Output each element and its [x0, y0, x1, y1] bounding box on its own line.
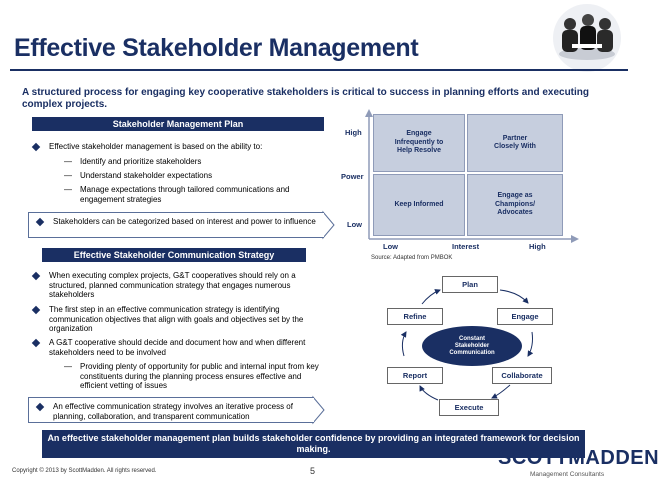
quadrant-top-left: Engage Infrequently to Help Resolve [373, 114, 465, 172]
page-number: 5 [310, 466, 316, 476]
business-people-logo [542, 2, 632, 74]
callout-arrow-icon [313, 397, 325, 423]
dash-marker: — [64, 171, 72, 180]
diamond-bullet-icon [32, 339, 40, 347]
list-item: — Understand stakeholder expectations [56, 171, 326, 181]
x-high-label: High [529, 242, 546, 251]
intro-text: A structured process for engaging key cooperative stakeholders is critical to success in planning efforts and executing complex projects. [22, 87, 590, 110]
list-item: — Identify and prioritize stakeholders [56, 157, 326, 167]
cycle-step-collaborate: Collaborate [492, 367, 552, 384]
y-high-label: High [345, 128, 362, 137]
diamond-bullet-icon [36, 403, 44, 411]
quadrant-bottom-left: Keep Informed [373, 174, 465, 236]
x-axis-label: Interest [452, 242, 480, 251]
quadrant-bottom-right: Engage as Champions/ Advocates [467, 174, 563, 236]
copyright-text: Copyright © 2013 by ScottMadden. All rights reserved. [12, 468, 157, 474]
y-axis-label: Power [341, 172, 364, 181]
cycle-step-refine: Refine [387, 308, 443, 325]
conclusion-banner: An effective stakeholder management plan builds stakeholder confidence by providing an integrated framework for decision making. [42, 430, 585, 458]
brand-name: SCOTTMADDEN [498, 447, 659, 469]
dash-marker: — [64, 185, 72, 194]
power-interest-grid [339, 109, 579, 274]
diamond-bullet-icon [32, 306, 40, 314]
plan-section-header: Stakeholder Management Plan [32, 117, 324, 131]
list-item: Effective stakeholder management is based on the ability to: [30, 142, 330, 152]
diamond-bullet-icon [36, 218, 44, 226]
quadrant-top-right: Partner Closely With [467, 114, 563, 172]
list-item: An effective communication strategy involves an iterative process of planning, collaboration, and transparent communication [34, 402, 309, 421]
y-low-label: Low [347, 220, 362, 229]
page-title: Effective Stakeholder Management [14, 34, 419, 62]
cycle-step-engage: Engage [497, 308, 553, 325]
comm-section-header: Effective Stakeholder Communication Strategy [42, 248, 306, 262]
cycle-step-execute: Execute [439, 399, 499, 416]
x-low-label: Low [383, 242, 398, 251]
diamond-bullet-icon [32, 272, 40, 280]
list-item: The first step in an effective communication strategy is identifying communication objectives that align with goals and objectives set by the organization [30, 305, 320, 334]
dash-marker: — [64, 362, 72, 371]
brand-logo [498, 447, 659, 483]
list-item: — Manage expectations through tailored communications and engagement strategies [56, 185, 306, 204]
cycle-center: Constant Stakeholder Communication [422, 326, 522, 366]
cycle-step-report: Report [387, 367, 443, 384]
source-note: Source: Adapted from PMBOK [371, 255, 453, 261]
dash-marker: — [64, 157, 72, 166]
cycle-step-plan: Plan [442, 276, 498, 293]
callout-arrow-icon [323, 212, 335, 238]
list-item: When executing complex projects, G&T cooperatives should rely on a structured, planned communication strategy that engages numerous stakeholders [30, 271, 320, 300]
list-item: — Providing plenty of opportunity for public and internal input from key constituents during the planning process ensures effective and efficient vetting of issues [56, 362, 320, 391]
list-item: Stakeholders can be categorized based on interest and power to influence [34, 217, 319, 227]
brand-tagline: Management Consultants [530, 471, 605, 478]
title-rule [10, 69, 628, 71]
list-item: A G&T cooperative should decide and document how and when different stakeholders need to be involved [30, 338, 320, 357]
diamond-bullet-icon [32, 143, 40, 151]
